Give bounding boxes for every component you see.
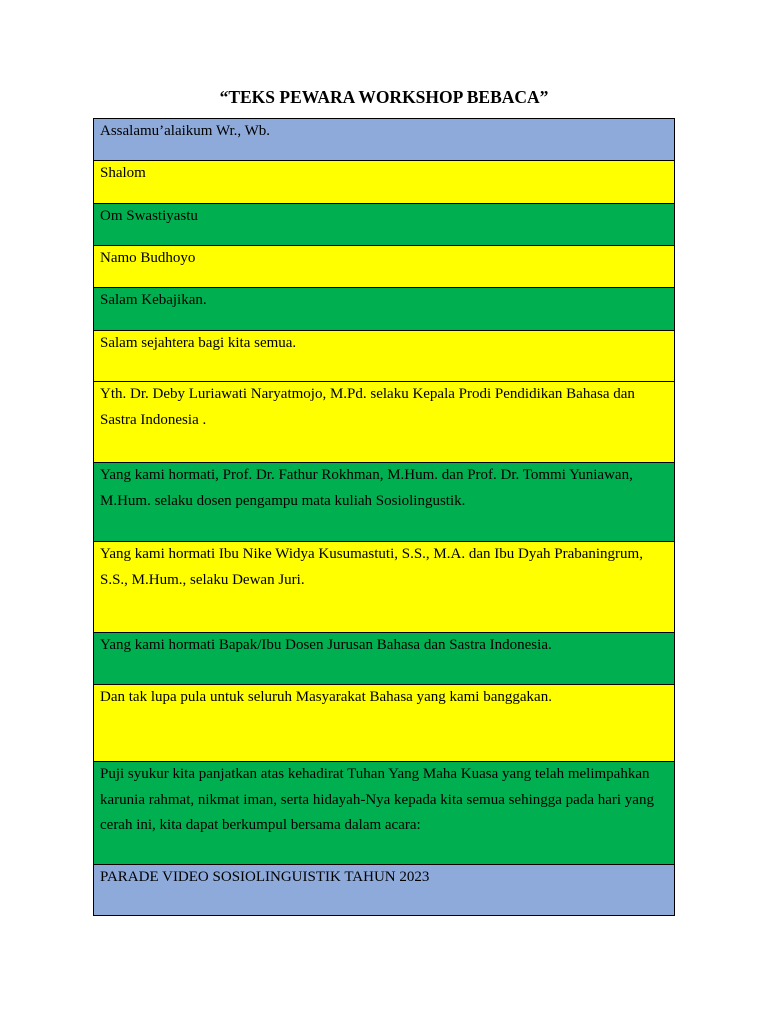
table-cell <box>94 542 675 633</box>
cell-text: Shalom <box>100 165 146 181</box>
cell-text: Salam sejahtera bagi kita semua. <box>100 335 297 351</box>
table-row <box>94 204 675 246</box>
table-cell <box>94 865 675 916</box>
script-table-body <box>94 119 675 916</box>
table-row <box>94 331 675 382</box>
table-row <box>94 382 675 463</box>
table-row <box>94 161 675 204</box>
table-cell <box>94 633 675 685</box>
cell-text: Namo Budhoyo <box>100 250 196 266</box>
table-row <box>94 288 675 331</box>
table-cell <box>94 382 675 463</box>
cell-text: Om Swastiyastu <box>100 208 198 224</box>
table-cell <box>94 246 675 288</box>
table-row <box>94 246 675 288</box>
table-cell <box>94 204 675 246</box>
table-row <box>94 685 675 762</box>
table-row <box>94 865 675 916</box>
page-title: “TEKS PEWARA WORKSHOP BEBACA” <box>219 87 549 107</box>
table-row <box>94 633 675 685</box>
cell-text: Yang kami hormati Bapak/Ibu Dosen Jurusan Bahasa dan Sastra Indonesia. <box>100 637 552 653</box>
cell-text: Assalamu’alaikum Wr., Wb. <box>100 123 271 139</box>
table-row <box>94 762 675 865</box>
table-cell <box>94 119 675 161</box>
cell-text: Dan tak lupa pula untuk seluruh Masyarakat Bahasa yang kami banggakan. <box>100 689 552 705</box>
table-cell <box>94 288 675 331</box>
table-row <box>94 542 675 633</box>
cell-text: Yth. Dr. Deby Luriawati Naryatmojo, M.Pd. selaku Kepala Prodi Pendidikan Bahasa dan Sastra Indonesia . <box>100 386 635 428</box>
cell-text: Puji syukur kita panjatkan atas kehadirat Tuhan Yang Maha Kuasa yang telah melimpahkan karunia rahmat, nikmat iman, serta hidayah-Nya kepada kita semua sehingga pada hari yang cerah ini, kita dapat berkumpul bersama dalam acara: <box>100 766 654 833</box>
table-cell <box>94 685 675 762</box>
cell-text: Salam Kebajikan. <box>100 292 207 308</box>
table-cell <box>94 331 675 382</box>
table-cell <box>94 762 675 865</box>
table-row <box>94 463 675 542</box>
table-row <box>94 119 675 161</box>
cell-text: PARADE VIDEO SOSIOLINGUISTIK TAHUN 2023 <box>100 869 430 885</box>
cell-text: Yang kami hormati, Prof. Dr. Fathur Rokhman, M.Hum. dan Prof. Dr. Tommi Yuniawan, M.Hum. selaku dosen pengampu mata kuliah Sosiolingustik. <box>100 467 633 509</box>
table-cell <box>94 463 675 542</box>
cell-text: Yang kami hormati Ibu Nike Widya Kusumastuti, S.S., M.A. dan Ibu Dyah Prabaningrum, S.S., M.Hum., selaku Dewan Juri. <box>100 546 643 588</box>
script-table <box>93 118 675 916</box>
table-cell <box>94 161 675 204</box>
